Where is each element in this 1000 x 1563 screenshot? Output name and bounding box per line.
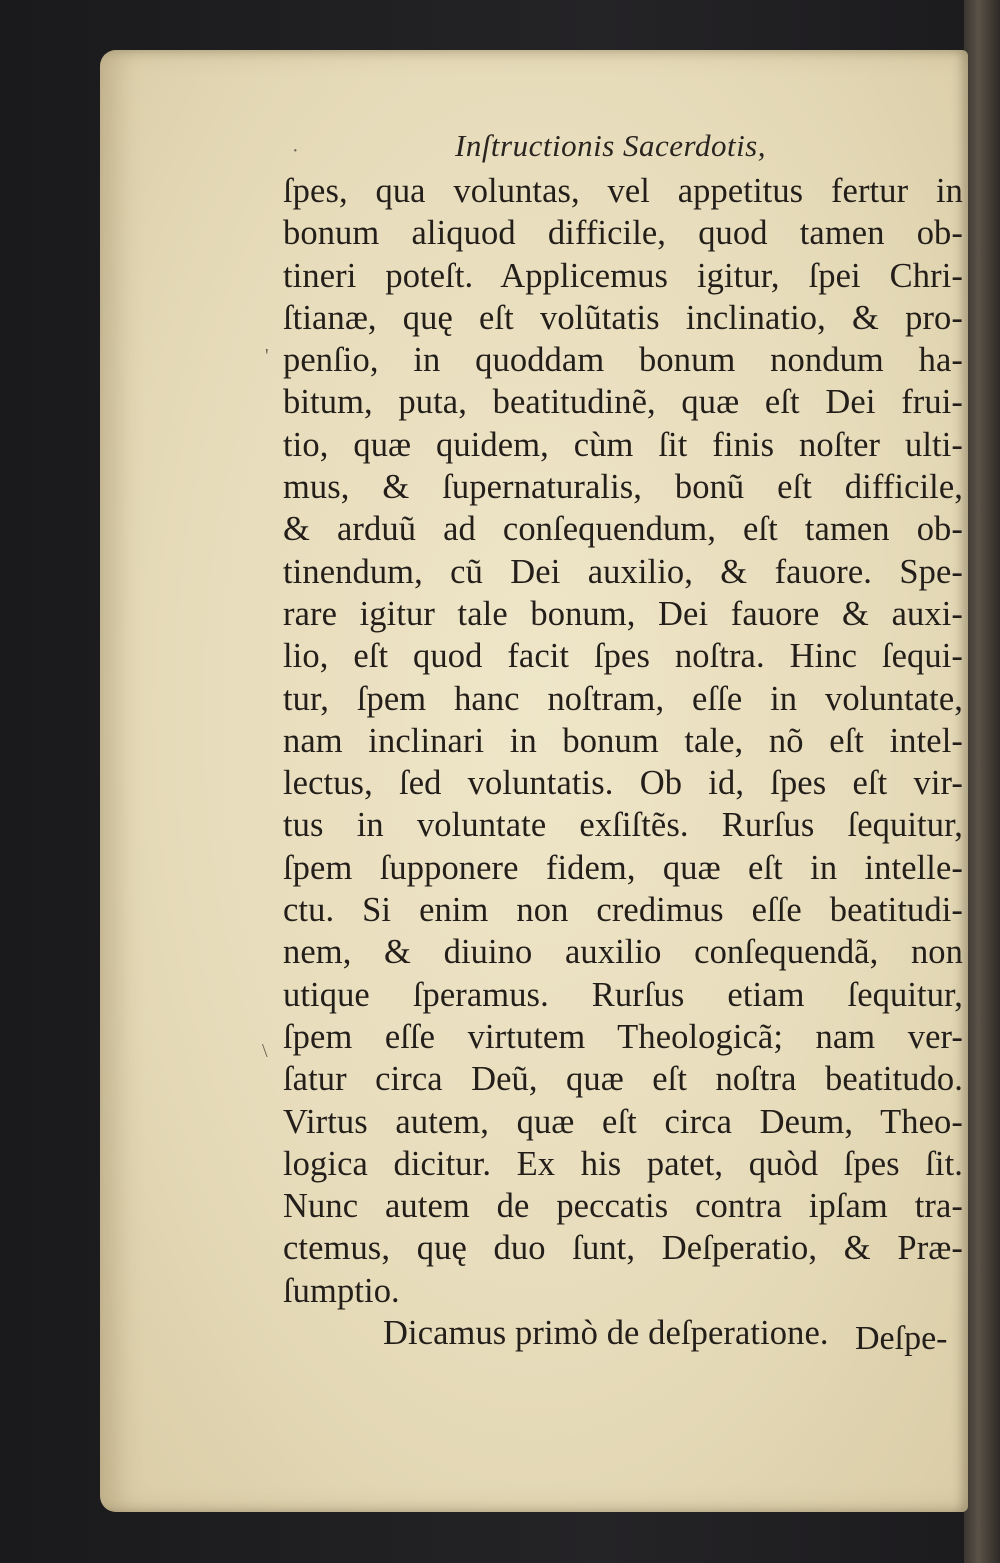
text-line: ſumptio.: [283, 1271, 400, 1310]
text-line: bitum, puta, beatitudinẽ, quæ eſt Dei frui-: [283, 383, 963, 422]
running-header: Inſtructionis Sacerdotis,: [455, 128, 766, 163]
text-line: penſio, in quoddam bonum nondum ha-: [283, 341, 963, 380]
text-line: tio, quæ quidem, cùm ſit finis noſter ulti-: [283, 425, 963, 464]
section-heading: Dicamus primò de deſperatione.: [383, 1314, 829, 1353]
margin-mark: \: [262, 1040, 268, 1062]
text-line: & arduũ ad conſequendum, eſt tamen ob-: [283, 510, 963, 549]
text-line: utique ſperamus. Rurſus etiam ſequitur,: [283, 975, 963, 1014]
text-line: tus in voluntate exſiſtẽs. Rurſus ſequitur,: [283, 806, 963, 845]
text-line: tinendum, cũ Dei auxilio, & fauore. Spe-: [283, 552, 963, 591]
text-line: ctemus, quę duo ſunt, Deſperatio, & Præ-: [283, 1229, 963, 1268]
text-line: rare igitur tale bonum, Dei fauore & auxi-: [283, 594, 963, 633]
text-line: lectus, ſed voluntatis. Ob id, ſpes eſt vir-: [283, 764, 963, 803]
text-line: ſpes, qua voluntas, vel appetitus fertur in: [283, 172, 963, 210]
text-line: nem, & diuino auxilio conſequendã, non: [283, 933, 963, 972]
catchword: Deſpe-: [855, 1320, 948, 1357]
body-text: [283, 170, 963, 1354]
text-line: Virtus autem, quæ eſt circa Deum, Theo-: [283, 1102, 963, 1141]
text-line: tur, ſpem hanc noſtram, eſſe in voluntate,: [283, 679, 963, 718]
text-line: tineri poteſt. Applicemus igitur, ſpei Chri-: [283, 256, 963, 295]
text-line: Nunc autem de peccatis contra ipſam tra-: [283, 1187, 963, 1226]
text-line: ſpem eſſe virtutem Theologicã; nam ver-: [283, 1017, 963, 1056]
text-line: nam inclinari in bonum tale, nõ eſt intel-: [283, 721, 963, 760]
margin-mark: ': [265, 345, 269, 367]
text-line: lio, eſt quod facit ſpes noſtra. Hinc ſequi-: [283, 637, 963, 676]
margin-mark: ·: [292, 140, 299, 162]
text-line: ſtianæ, quę eſt volũtatis inclinatio, & pro-: [283, 298, 963, 337]
text-line: ctu. Si enim non credimus eſſe beatitudi-: [283, 891, 963, 930]
text-line: ſatur circa Deũ, quæ eſt noſtra beatitudo.: [283, 1060, 963, 1099]
text-line: ſpem ſupponere fidem, quæ eſt in intelle-: [283, 848, 963, 887]
book-spine: [964, 0, 1000, 1563]
text-line: mus, & ſupernaturalis, bonũ eſt difficile,: [283, 468, 963, 507]
text-line: bonum aliquod difficile, quod tamen ob-: [283, 214, 963, 253]
text-line: logica dicitur. Ex his patet, quòd ſpes ſit.: [283, 1144, 963, 1183]
